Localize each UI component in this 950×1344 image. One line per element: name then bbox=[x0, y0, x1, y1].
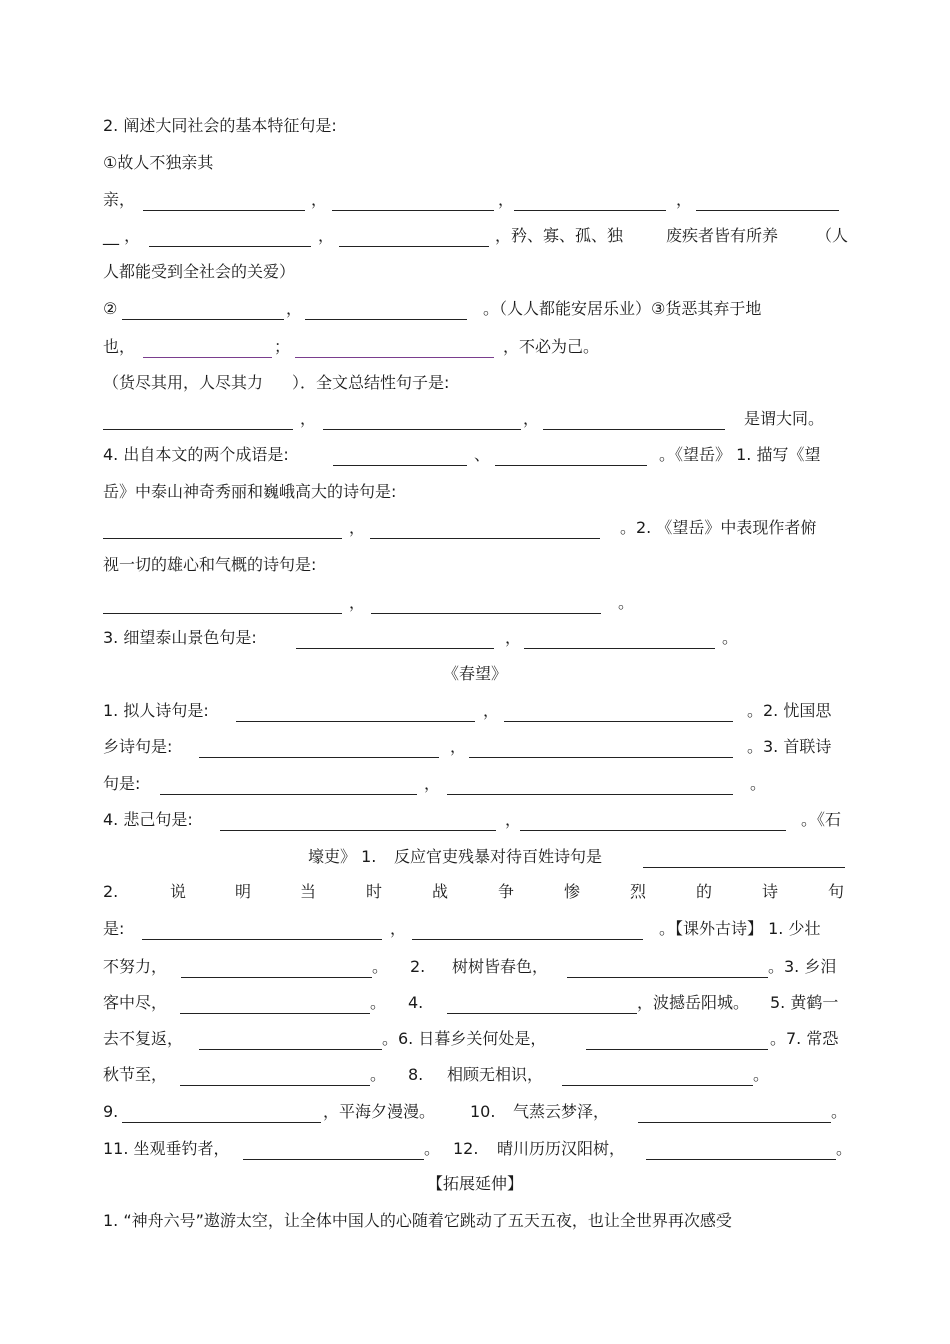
line-10 bbox=[0, 443, 950, 467]
text: 4. 悲己句是: bbox=[103, 810, 193, 829]
answer-blank[interactable] bbox=[199, 757, 439, 758]
answer-blank[interactable] bbox=[122, 1122, 321, 1123]
text: 。 bbox=[753, 1065, 770, 1084]
text: ， bbox=[505, 810, 522, 829]
answer-blank[interactable] bbox=[562, 1085, 753, 1086]
text: ， bbox=[300, 409, 317, 428]
text: 岳》中泰山神奇秀丽和巍峨高大的诗句是: bbox=[103, 482, 397, 501]
answer-blank[interactable] bbox=[646, 1159, 836, 1160]
text: 也， bbox=[103, 337, 136, 356]
answer-blank[interactable] bbox=[447, 1013, 637, 1014]
text: 。《石 bbox=[801, 810, 842, 829]
text: ，波撼岳阳城。 bbox=[637, 993, 750, 1012]
text: 。 bbox=[722, 628, 739, 647]
line-3 bbox=[0, 188, 950, 212]
answer-blank[interactable] bbox=[520, 830, 786, 831]
text: 。 bbox=[836, 1139, 853, 1158]
line-1 bbox=[0, 114, 950, 138]
answer-blank[interactable] bbox=[371, 613, 601, 614]
text: 壕吏》 1. bbox=[308, 847, 377, 866]
text: ， bbox=[676, 190, 693, 209]
answer-blank[interactable] bbox=[638, 1122, 831, 1123]
text: 5. 黄鹤一 bbox=[770, 993, 839, 1012]
text: 2. 阐述大同社会的基本特征句是: bbox=[103, 116, 337, 135]
answer-blank[interactable] bbox=[103, 429, 293, 430]
text: 相顾无相识， bbox=[447, 1065, 544, 1084]
text: （货尽其用，人尽其力 bbox=[103, 373, 264, 392]
line-27 bbox=[0, 1063, 950, 1087]
answer-blank[interactable] bbox=[103, 613, 342, 614]
line-2 bbox=[0, 151, 950, 175]
answer-blank[interactable] bbox=[160, 794, 417, 795]
answer-blank[interactable] bbox=[412, 939, 643, 940]
answer-blank[interactable] bbox=[447, 794, 733, 795]
text: 10. bbox=[470, 1102, 496, 1121]
text: ，不必为己。 bbox=[503, 337, 600, 356]
answer-blank[interactable] bbox=[543, 429, 725, 430]
text: 客中尽， bbox=[103, 993, 168, 1012]
answer-blank[interactable] bbox=[181, 977, 372, 978]
text: ， bbox=[424, 774, 441, 793]
section-heading: 《春望》 bbox=[442, 664, 507, 683]
text: 2. bbox=[410, 957, 426, 976]
line-17 bbox=[0, 699, 950, 723]
text: ； bbox=[274, 337, 291, 356]
line-4 bbox=[0, 224, 950, 248]
text: ， bbox=[349, 518, 366, 537]
answer-blank[interactable] bbox=[323, 429, 521, 430]
text: ② bbox=[103, 299, 118, 318]
text: 。 bbox=[370, 993, 387, 1012]
text: 8. bbox=[408, 1065, 424, 1084]
text: ， bbox=[286, 299, 303, 318]
text: 。3. 乡泪 bbox=[768, 957, 837, 976]
answer-blank[interactable] bbox=[220, 830, 496, 831]
text: 4. 出自本文的两个成语是: bbox=[103, 445, 289, 464]
text: 明 bbox=[235, 882, 252, 901]
line-13 bbox=[0, 553, 950, 577]
text: 1. 拟人诗句是: bbox=[103, 701, 209, 720]
text: ）．全文总结性句子是: bbox=[292, 373, 450, 392]
text: ， bbox=[318, 226, 335, 245]
text: 反应官吏残暴对待百姓诗句是 bbox=[394, 847, 603, 866]
answer-blank[interactable] bbox=[243, 1159, 424, 1160]
answer-blank[interactable] bbox=[504, 721, 733, 722]
answer-blank[interactable] bbox=[469, 757, 733, 758]
text: 。【课外古诗】 1. 少壮 bbox=[659, 919, 821, 938]
line-7 bbox=[0, 335, 950, 359]
text: 。3. 首联诗 bbox=[747, 737, 832, 756]
text: ， bbox=[390, 919, 407, 938]
text: ， bbox=[483, 701, 500, 720]
answer-blank[interactable] bbox=[333, 465, 467, 466]
line-24 bbox=[0, 955, 950, 979]
answer-blank[interactable] bbox=[142, 939, 382, 940]
answer-blank[interactable] bbox=[339, 246, 489, 247]
text: 亲， bbox=[103, 190, 136, 209]
line-28 bbox=[0, 1100, 950, 1124]
text: 。 bbox=[831, 1102, 848, 1121]
answer-blank[interactable] bbox=[332, 210, 494, 211]
answer-blank[interactable] bbox=[236, 721, 475, 722]
text: 诗 bbox=[762, 882, 779, 901]
line-12 bbox=[0, 516, 950, 540]
text: （人 bbox=[816, 226, 849, 245]
answer-blank[interactable] bbox=[143, 357, 272, 358]
answer-blank[interactable] bbox=[567, 977, 768, 978]
text: 是: bbox=[103, 919, 125, 938]
answer-blank[interactable] bbox=[143, 210, 305, 211]
line-19 bbox=[0, 772, 950, 796]
answer-blank[interactable] bbox=[122, 319, 284, 320]
text: 争 bbox=[498, 882, 515, 901]
text: 人都能受到全社会的关爱） bbox=[103, 262, 296, 281]
text: 。《望岳》 1. 描写《望 bbox=[659, 445, 821, 464]
text: 。2. 忧国思 bbox=[747, 701, 832, 720]
answer-blank[interactable] bbox=[524, 648, 715, 649]
answer-blank[interactable] bbox=[296, 648, 494, 649]
text: 气蒸云梦泽， bbox=[513, 1102, 610, 1121]
text: 惨 bbox=[564, 882, 581, 901]
text: 树树皆春色， bbox=[452, 957, 549, 976]
text: ， bbox=[498, 190, 515, 209]
line-29 bbox=[0, 1137, 950, 1161]
line-9 bbox=[0, 407, 950, 431]
answer-blank[interactable] bbox=[514, 210, 666, 211]
text: 的 bbox=[696, 882, 713, 901]
answer-blank[interactable] bbox=[696, 210, 839, 211]
text: 。7. 常恐 bbox=[770, 1029, 839, 1048]
answer-blank[interactable] bbox=[495, 465, 647, 466]
text: 晴川历历汉阳树， bbox=[497, 1139, 626, 1158]
text: 当 bbox=[300, 882, 317, 901]
text: 不努力， bbox=[103, 957, 168, 976]
text: 战 bbox=[432, 882, 449, 901]
text: 秋节至， bbox=[103, 1065, 168, 1084]
answer-blank[interactable] bbox=[180, 1013, 370, 1014]
text: ， bbox=[349, 593, 366, 612]
text: 。6. 日暮乡关何处是， bbox=[382, 1029, 547, 1048]
answer-blank[interactable] bbox=[149, 246, 311, 247]
line-20 bbox=[0, 808, 950, 832]
answer-blank[interactable] bbox=[295, 357, 494, 358]
text: 、 bbox=[474, 445, 491, 464]
text: 4. bbox=[408, 993, 424, 1012]
answer-blank[interactable] bbox=[305, 319, 467, 320]
text: 去不复返， bbox=[103, 1029, 184, 1048]
text: ， bbox=[523, 409, 540, 428]
text: 句 bbox=[828, 882, 845, 901]
text: ， bbox=[505, 628, 522, 647]
line-8 bbox=[0, 371, 950, 395]
text: 。 bbox=[750, 774, 767, 793]
text: 12. bbox=[453, 1139, 479, 1158]
text: 视一切的雄心和气概的诗句是: bbox=[103, 555, 317, 574]
text: ，矜、寡、孤、独 bbox=[495, 226, 624, 245]
text: 。 bbox=[372, 957, 389, 976]
text: 。2. 《望岳》中表现作者俯 bbox=[620, 518, 817, 537]
text: 说 bbox=[170, 882, 187, 901]
text: 句是: bbox=[103, 774, 141, 793]
line-23 bbox=[0, 917, 950, 941]
text: 3. 细望泰山景色句是: bbox=[103, 628, 257, 647]
line-31 bbox=[0, 1209, 950, 1233]
line-22 bbox=[0, 880, 950, 904]
line-18 bbox=[0, 735, 950, 759]
text: 乡诗句是: bbox=[103, 737, 173, 756]
line-5 bbox=[0, 260, 950, 284]
text: 。 bbox=[370, 1065, 387, 1084]
text: __ ， bbox=[103, 226, 141, 245]
answer-blank[interactable] bbox=[103, 538, 342, 539]
text: ，平海夕漫漫。 bbox=[323, 1102, 436, 1121]
text: ， bbox=[450, 737, 467, 756]
line-25 bbox=[0, 991, 950, 1015]
text: ①故人不独亲其 bbox=[103, 153, 214, 172]
answer-blank[interactable] bbox=[180, 1085, 370, 1086]
answer-blank[interactable] bbox=[643, 867, 845, 868]
answer-blank[interactable] bbox=[586, 1049, 768, 1050]
text: 11. 坐观垂钓者， bbox=[103, 1139, 230, 1158]
text: 。 bbox=[618, 593, 635, 612]
text: 是谓大同。 bbox=[744, 409, 825, 428]
text: 烈 bbox=[630, 882, 647, 901]
line-26 bbox=[0, 1027, 950, 1051]
line-11 bbox=[0, 480, 950, 504]
text: 1. “神舟六号”遨游太空，让全体中国人的心随着它跳动了五天五夜，也让全世界再次感受 bbox=[103, 1211, 732, 1230]
text: ， bbox=[311, 190, 328, 209]
line-6 bbox=[0, 297, 950, 321]
text: 时 bbox=[366, 882, 383, 901]
section-heading: 【拓展延伸】 bbox=[426, 1174, 523, 1193]
text: 9. bbox=[103, 1102, 119, 1121]
text: 2. bbox=[103, 882, 119, 901]
answer-blank[interactable] bbox=[370, 538, 600, 539]
line-14 bbox=[0, 591, 950, 615]
text: 。 bbox=[424, 1139, 441, 1158]
line-15 bbox=[0, 626, 950, 650]
line-21 bbox=[0, 845, 950, 869]
text: 废疾者皆有所养 bbox=[666, 226, 779, 245]
text: 。（人人都能安居乐业）③货恶其弃于地 bbox=[483, 299, 762, 318]
answer-blank[interactable] bbox=[199, 1049, 382, 1050]
